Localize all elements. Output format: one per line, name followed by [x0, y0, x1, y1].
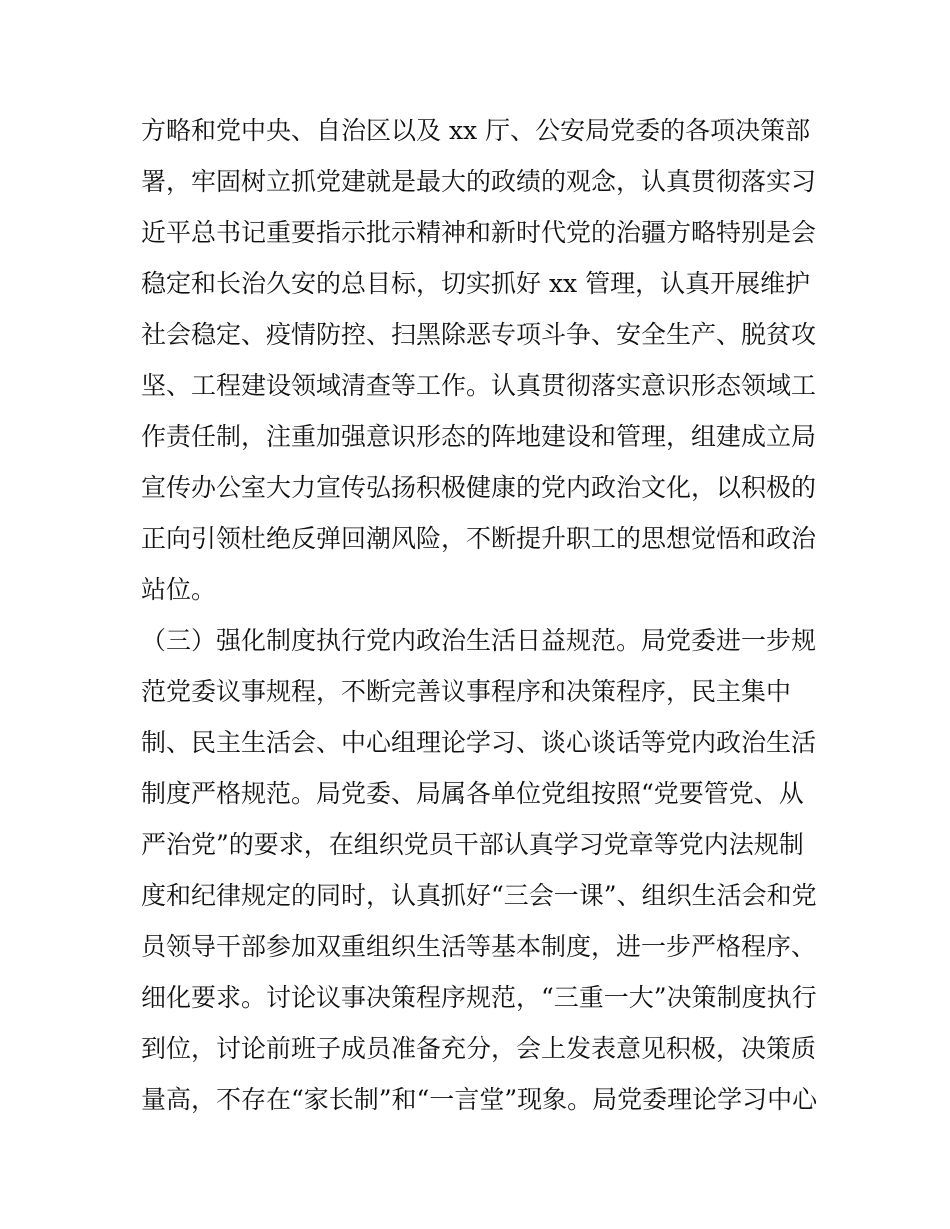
text-line: 细化要求。讨论议事决策程序规范，“三重一大”决策制度执行: [141, 983, 817, 1012]
body-text: [141, 105, 821, 1125]
text-line: 正向引领杜绝反弹回潮风险，不断提升职工的思想觉悟和政治: [141, 524, 817, 553]
text-line: 社会稳定、疫情防控、扫黑除恶专项斗争、安全生产、脱贫攻: [141, 320, 817, 349]
text-line: 宣传办公室大力宣传弘扬积极健康的党内政治文化，以积极的: [141, 473, 817, 502]
text-line: 制、民主生活会、中心组理论学习、谈心谈话等党内政治生活: [141, 728, 817, 757]
text-line: 制度严格规范。局党委、局属各单位党组按照“党要管党、从: [141, 779, 804, 808]
text-line: 站位。: [141, 575, 217, 604]
text-line: 量高，不存在“家长制”和“一言堂”现象。局党委理论学习中心: [141, 1085, 818, 1114]
text-line: 坚、工程建设领域清查等工作。认真贯彻落实意识形态领域工: [141, 371, 817, 400]
text-line: 近平总书记重要指示批示精神和新时代党的治疆方略特别是会: [141, 218, 817, 247]
text-line: 度和纪律规定的同时，认真抓好“三会一课”、组织生活会和党: [141, 881, 817, 910]
text-line: 员领导干部参加双重组织生活等基本制度，进一步严格程序、: [141, 932, 817, 961]
text-line: 稳定和长治久安的总目标，切实抓好 xx 管理，认真开展维护: [141, 269, 811, 298]
text-line: 到位，讨论前班子成员准备充分，会上发表意见积极，决策质: [141, 1034, 817, 1063]
text-line: 方略和党中央、自治区以及 xx 厅、公安局党委的各项决策部: [141, 116, 811, 145]
text-line: 作责任制，注重加强意识形态的阵地建设和管理，组建成立局: [141, 422, 817, 451]
section-heading-line: （三）强化制度执行党内政治生活日益规范。局党委进一步规: [141, 626, 817, 655]
text-line: 署，牢固树立抓党建就是最大的政绩的观念，认真贯彻落实习: [141, 167, 817, 196]
text-line: 范党委议事规程，不断完善议事程序和决策程序，民主集中: [141, 677, 792, 706]
text-line: 严治党”的要求，在组织党员干部认真学习党章等党内法规制: [141, 830, 804, 859]
